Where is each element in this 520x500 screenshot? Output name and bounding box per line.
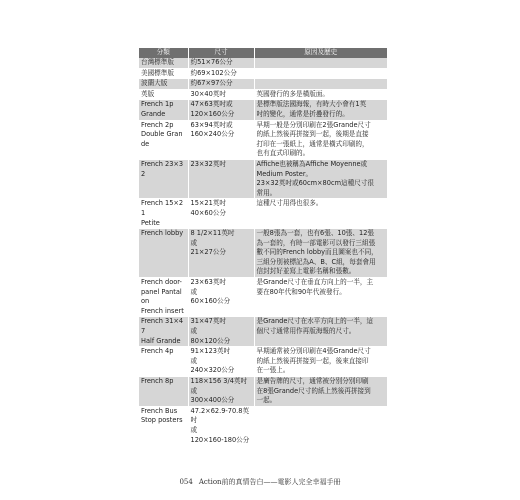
cell-history: 一般8張為一套，也有6張、10張、12張 為一套的，有時一部電影可以發行三組張 數不同的French lobby而且圖案也不同， 三組分別被標記為A、B、C組，每套會用 信封封好並寫上電影名稱和張數。 — [254, 229, 387, 278]
page-number: 054 — [179, 478, 193, 486]
header-size: 尺寸 — [188, 48, 254, 58]
table-row — [139, 58, 387, 68]
table-row — [139, 406, 387, 445]
table-row — [139, 89, 387, 100]
cell-category: French door- panel Pantalon French insert — [139, 278, 188, 317]
cell-history — [254, 406, 387, 445]
cell-size: 47.2×62.9-70.8英吋 或 120×160-180公分 — [188, 406, 254, 445]
table-row — [139, 377, 387, 407]
book-title: Action前的真情告白——電影人完全幸福手冊 — [198, 478, 341, 486]
cell-size: 15×21英吋 40×60公分 — [188, 199, 254, 229]
table-row — [139, 120, 387, 159]
table-row — [139, 159, 387, 198]
cell-history — [254, 58, 387, 68]
header-category: 分類 — [139, 48, 188, 58]
table-row — [139, 229, 387, 278]
cell-history: 是Grande尺寸在水平方向上的一半，這 個尺寸通常用作再版海報的尺寸。 — [254, 317, 387, 347]
cell-size: 118×156 3/4英吋 或 300×400公分 — [188, 377, 254, 407]
cell-history: 早期一般是分別印刷在2張Grande尺寸 的紙上然後再拼接到一起，後期是直接 打印在一張紙上，通常是橫式印刷的， 也有直式印刷的。 — [254, 120, 387, 159]
cell-size: 30×40英吋 — [188, 89, 254, 100]
cell-category: 台灣標準版 — [139, 58, 188, 68]
cell-size: 23×63英吋 或 60×160公分 — [188, 278, 254, 317]
table-row — [139, 199, 387, 229]
header-history: 原因及歷史 — [254, 48, 387, 58]
cell-history: Affiche也被稱為Affiche Moyenne或 Medium Poster。 23×32英吋或60cm×80cm這種尺寸很 常用。 — [254, 159, 387, 198]
cell-history: 英國發行的多是橫版面。 — [254, 89, 387, 100]
cell-category: French lobby — [139, 229, 188, 278]
page-footer — [0, 477, 520, 487]
cell-category: French 23×32 — [139, 159, 188, 198]
cell-size: 約67×97公分 — [188, 79, 254, 90]
table-row — [139, 278, 387, 317]
cell-category: French Bus Stop posters — [139, 406, 188, 445]
cell-size: 23×32英吋 — [188, 159, 254, 198]
cell-category: 英版 — [139, 89, 188, 100]
cell-history: 是廣告牌的尺寸，通常被分別分別印刷 在8張Grande尺寸的紙上然後再拼接到 一起。 — [254, 377, 387, 407]
cell-category: 波蘭大版 — [139, 79, 188, 90]
cell-category: French 15×21 Petite — [139, 199, 188, 229]
cell-history: 是Grande尺寸在垂直方向上的一半，主 要在80年代和90年代被發行。 — [254, 278, 387, 317]
table-header-row — [139, 48, 387, 58]
cell-size: 91×123英吋 或 240×320公分 — [188, 347, 254, 377]
cell-category: 美國標準版 — [139, 68, 188, 79]
cell-history: 早期通常被分別印刷在4張Grande尺寸 的紙上然後再拼接到一起，後來直接印 在一張上。 — [254, 347, 387, 377]
cell-size: 31×47英吋 或 80×120公分 — [188, 317, 254, 347]
cell-category: French 31×47 Half Grande — [139, 317, 188, 347]
cell-category: French 1p Grande — [139, 100, 188, 120]
cell-size: 約69×102公分 — [188, 68, 254, 79]
cell-category: French 4p — [139, 347, 188, 377]
table-row — [139, 347, 387, 377]
cell-size: 約51×76公分 — [188, 58, 254, 68]
cell-size: 8 1/2×11英吋 或 21×27公分 — [188, 229, 254, 278]
cell-size: 47×63英吋或 120×160公分 — [188, 100, 254, 120]
table-row — [139, 68, 387, 79]
cell-category: French 2p Double Grande — [139, 120, 188, 159]
poster-size-table — [139, 48, 387, 446]
cell-category: French 8p — [139, 377, 188, 407]
table-row — [139, 100, 387, 120]
cell-size: 63×94英吋或 160×240公分 — [188, 120, 254, 159]
cell-history — [254, 68, 387, 79]
cell-history: 是標準版法國海報，有時大小會有1英 吋的變化，通常是折疊發行的。 — [254, 100, 387, 120]
table-row — [139, 317, 387, 347]
table-row — [139, 79, 387, 90]
cell-history: 這種尺寸用得也很多。 — [254, 199, 387, 229]
cell-history — [254, 79, 387, 90]
